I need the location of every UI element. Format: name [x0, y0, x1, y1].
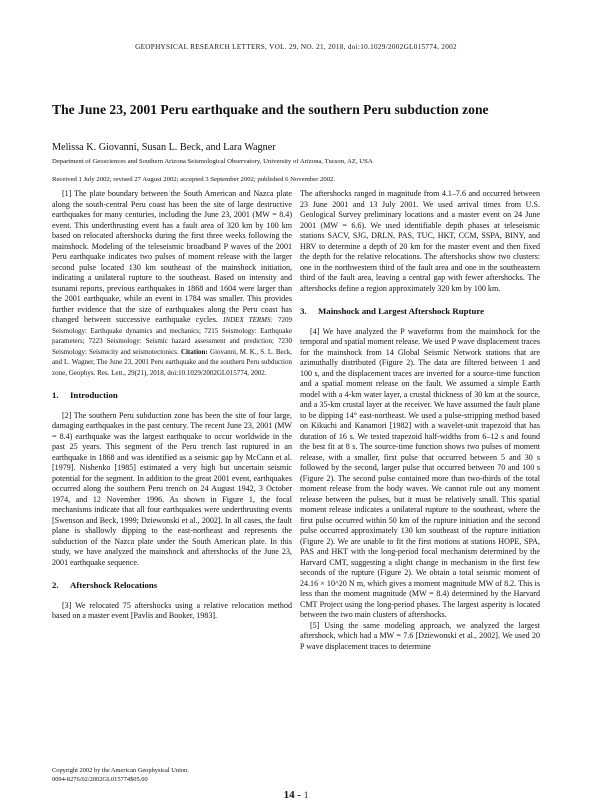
right-column [300, 189, 540, 652]
citation-label: Citation: [180, 347, 208, 356]
section-title: Mainshock and Largest Aftershock Rupture [318, 306, 485, 316]
copyright-notice [52, 767, 189, 784]
issn-line: 0094-8276/02/2002GL015774$05.00 [52, 775, 148, 783]
running-head: GEOPHYSICAL RESEARCH LETTERS, VOL. 29, NO. 21, 2018, doi:10.1029/2002GL015774, 2002 [135, 43, 457, 51]
aftershock-paragraph-continued: The aftershocks ranged in magnitude from 4.1–7.6 and occurred between 23 June 2001 and 13 July 2001. We used arrival times from U.S. Geological Survey preliminary locations and a master event on 24 June 2001 (MW = 6.6). We used identifiable depth phases at teleseismic stations SACV, SJG, DRLN, PAS, TUC, HKT, CCM, SSPA, BINY, and HRV to determine a depth of 20 km for the master event and then fixed the depth for the relative relocations. The aftershocks show two clusters: one in the northwestern third of the fault area and one in the southeastern third of the fault area, leaving a central gap with fewer aftershocks. The aftershocks define a region approximately 320 km by 100 km. [300, 189, 540, 293]
paragraph-index: [4] [310, 326, 320, 336]
mainshock-text: We have analyzed the P waveforms from the mainshock for the temporal and spatial moment release. We used P wave displacement traces for the mainshock from 14 Global Seismic Network stations that are azimuthally distributed (Figure 2). The data are filtered between 1 and 100 s, and the displacement traces are inverted for a source-time function and a spatial moment release on the fault. We assumed a simple Earth model with a 4-km water layer, a crustal thickness of 30 km at the source, and a 35-km crustal layer at the receiver. We have assumed the fault plane to be dipping 14° east-northeast. We used a pulse-stripping method based on Kikuchi and Kanamori [1982] with a wavelet-unit trapezoid that has duration of 16 s. We tested trapezoid half-widths from 6–12 s and found the best fit at 8 s. The source-time function shows two pulses of moment release, with a smaller, first pulse that occurred between 5 and 30 s followed by the second, larger pulse that occurred between 70 and 100 s (Figure 2). The second pulse contained more than two-thirds of the total moment release from the body waves. We cannot rule out any moment release between the pulses, but it must be relatively small. This spatial moment release indicates a unilateral rupture to the southeast, where the first pulse occurred within 50 km of the rupture initiation and the second pulse occurred approximately 130 km southeast of the rupture initiation (Figure 2). We are unable to fit the first motions at stations HOPE, SPA, PAS and HKT with the long-period focal mechanism determined by the Harvard CMT, suggesting a slight change in mechanism in the first few seconds of the rupture (Figure 2). We obtain a total seismic moment of 24.16 × 10^20 N m, which gives a moment magnitude MW of 8.2. This is less than the moment magnitude (MW = 8.4) determined by the Harvard CMT Project using the long-period phases. The largest asperity is located between the two main clusters of aftershocks. [300, 326, 540, 619]
section-title: Introduction [70, 390, 118, 400]
aftershock-text-start: We relocated 75 aftershocks using a relative relocation method based on a master event [Pavlis and Booker, 1983]. [52, 600, 292, 620]
page-number-sub: 1 [303, 790, 309, 800]
section-heading-introduction [52, 390, 292, 401]
paragraph-index: [5] [310, 620, 320, 630]
affiliation: Department of Geosciences and Southern Arizona Seismological Observatory, University of Arizona, Tucson, AZ, USA [52, 158, 373, 165]
section-heading-mainshock [300, 306, 540, 317]
mainshock-paragraph [300, 327, 540, 621]
section-number: 3. [300, 306, 307, 316]
index-terms: 7209 Seismology: Earthquake dynamics and mechanics; 7215 Seismology: Earthquake parameters; 7223 Seismology: Seismic hazard assessment and prediction; 7230 Seismology: Seismicity and seismotectonics. [52, 316, 293, 356]
aftershock-modeling-text: Using the same modeling approach, we analyzed the largest aftershock, which had a MW = 7.6 [Dziewonski et al., 2002]. We used 20 P wave displacement traces to determine [300, 620, 540, 651]
paragraph-index: [3] [62, 600, 72, 610]
citation-text: Giovanni, M. K., S. L. Beck, and L. Wagner, The June 23, 2001 Peru earthquake and the southern Peru subduction zone, Geophys. Res. Lett., 29(21), 2018, doi:10.1029/2002GL015774, 2002. [52, 347, 293, 377]
page-number [0, 789, 592, 801]
copyright-line: Copyright 2002 by the American Geophysical Union. [52, 767, 189, 774]
section-heading-aftershock [52, 580, 292, 591]
abstract-paragraph [52, 189, 292, 378]
abstract-text: The plate boundary between the South American and Nazca plate along the south-central Peru coast has been the site of large destructive earthquakes for many centuries, including the June 23, 2001 (MW = 8.4) event. This underthrusting event has a fault area of 320 km by 100 km based on relocated aftershocks during the first three weeks following the mainshock. Modeling of the teleseismic broadband P waves of the 2001 Peru earthquake indicates two pulses of moment release with the larger second pulse located 130 km southeast of the mainshock initiation, indicating a unilateral rupture to the southeast. Based on intensity and tsunami reports, previous earthquakes in 1868 and 1604 were larger than the 2001 earthquake, while an event in 1784 was smaller. This provides further evidence that the size of earthquakes along the Peru coast has changed between successive earthquake cycles. [52, 189, 292, 324]
section-title: Aftershock Relocations [70, 580, 158, 590]
paragraph-index: [1] [62, 189, 72, 198]
aftershock-paragraph-start [52, 601, 292, 622]
section-number: 1. [52, 390, 59, 400]
article-title: The June 23, 2001 Peru earthquake and the southern Peru subduction zone [52, 102, 489, 117]
aftershock-modeling-paragraph [300, 621, 540, 653]
intro-text: The southern Peru subduction zone has been the site of four large, damaging earthquakes in the past century. The recent June 23, 2001 (MW = 8.4) earthquake was the largest earthquake to occur worldwide in the past 25 years. This segment of the Peru trench last ruptured in an earthquake in 1868 and was identified as a seismic gap by McCann et al. [1979]. Nishenko [1985] estimated a very high but uncertain seismic potential for the segment. In addition to the great 2001 event, earthquakes occurred along the southern Peru trench on 24 August 1942, 3 October 1974, and 12 November 1996. As shown in Figure 1, the focal mechanisms indicate that all four earthquakes were underthrusting events [Swenson and Beck, 1999; Dziewonski et al., 2002]. In all cases, the fault plane is shallowly dipping to the east-northeast and represents the subduction of the Nazca plate under the South American plate. In this study, we have analyzed the mainshock and aftershocks of the June 23, 2001 earthquake sequence. [52, 410, 292, 567]
page-number-main: 14 - [283, 789, 302, 801]
received-dates: Received 1 July 2002; revised 27 August 2002; accepted 3 September 2002; published 6 November 2002. [52, 176, 336, 183]
section-number: 2. [52, 580, 59, 590]
left-column [52, 189, 292, 622]
index-terms-label: INDEX TERMS: [223, 316, 273, 324]
paragraph-index: [2] [62, 410, 72, 420]
author-list: Melissa K. Giovanni, Susan L. Beck, and Lara Wagner [52, 142, 276, 153]
intro-paragraph [52, 411, 292, 569]
